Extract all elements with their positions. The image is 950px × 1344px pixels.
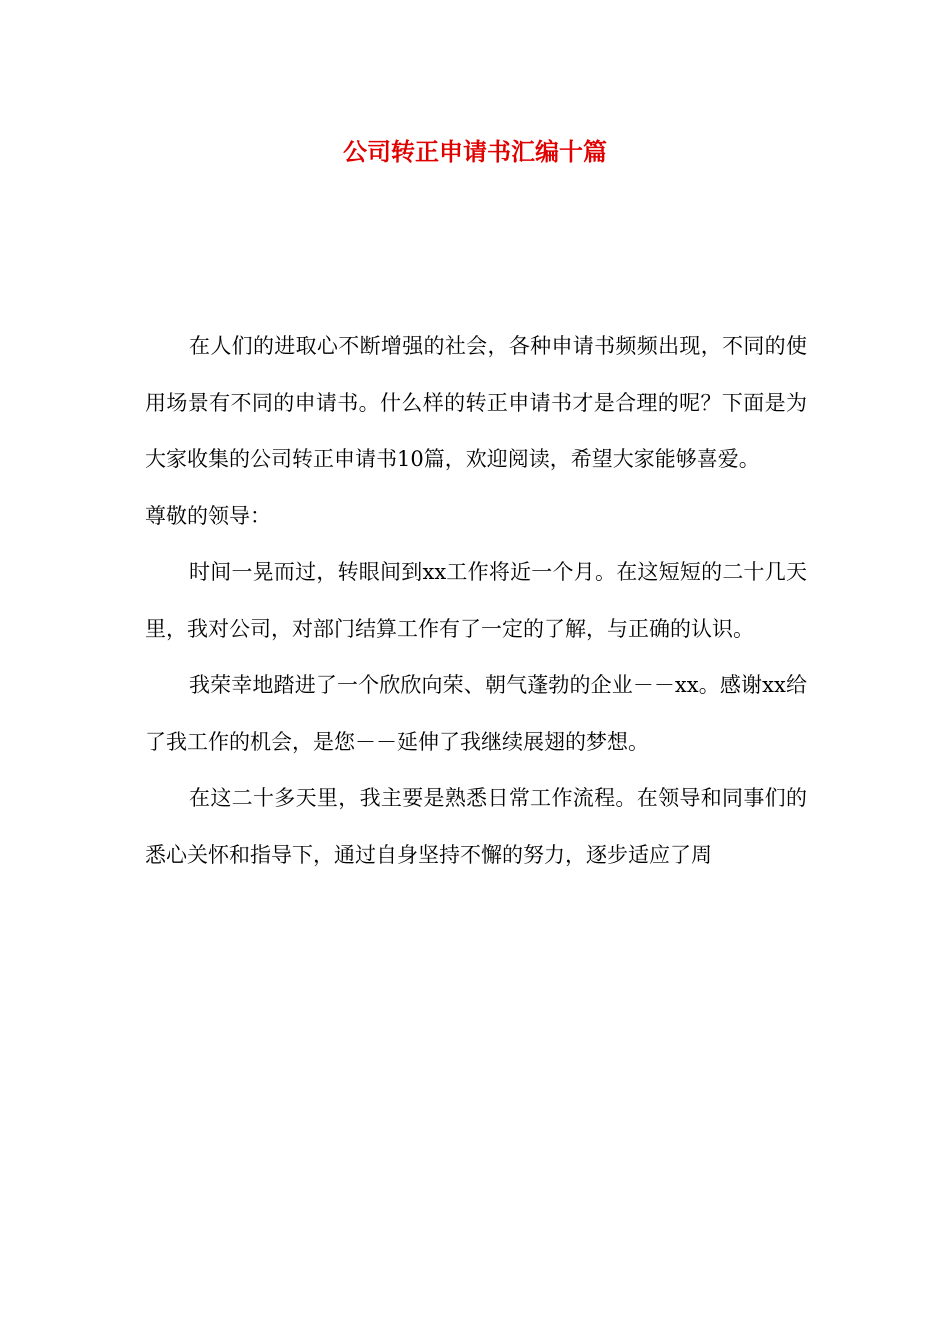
- body-paragraph-2: 我荣幸地踏进了一个欣欣向荣、朝气蓬勃的企业－－xx。感谢xx给了我工作的机会，是您－－延伸了我继续展翅的梦想。: [145, 673, 807, 754]
- intro-paragraph: 在人们的进取心不断增强的社会，各种申请书频频出现，不同的使用场景有不同的申请书。什么样的转正申请书才是合理的呢？下面是为大家收集的公司转正申请书10篇，欢迎阅读，希望大家能够喜爱。: [145, 334, 807, 471]
- body-paragraph-3: 在这二十多天里，我主要是熟悉日常工作流程。在领导和同事们的悉心关怀和指导下，通过自身坚持不懈的努力，逐步适应了周: [145, 786, 807, 867]
- salutation: 尊敬的领导：: [145, 503, 271, 528]
- document-title: 公司转正申请书汇编十篇: [343, 137, 607, 166]
- body-paragraph-1: 时间一晃而过，转眼间到xx工作将近一个月。在这短短的二十几天里，我对公司，对部门结算工作有了一定的了解，与正确的认识。: [145, 560, 807, 641]
- document-body: [145, 318, 807, 883]
